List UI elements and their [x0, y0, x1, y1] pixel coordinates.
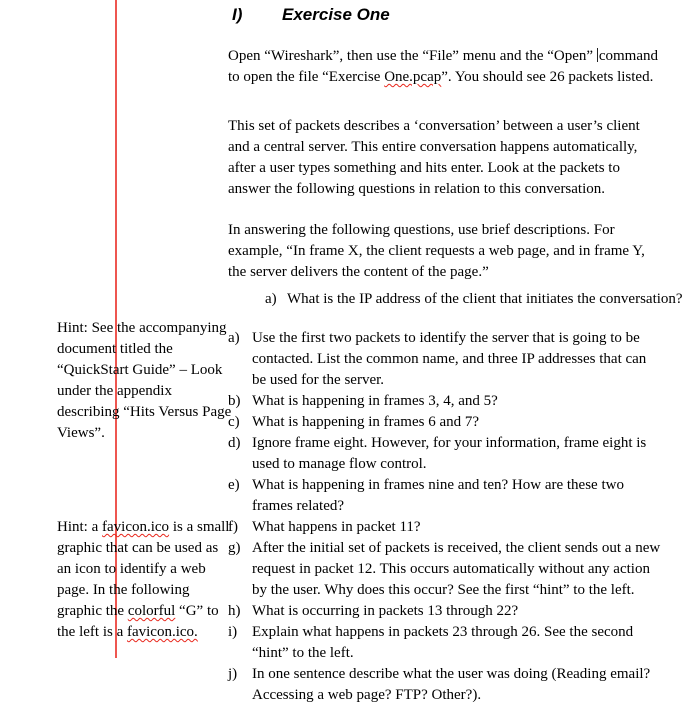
question-letter: d): [228, 435, 241, 451]
sub-question-a[interactable]: [228, 289, 698, 310]
question-item-j[interactable]: [228, 664, 664, 706]
question-item-b[interactable]: [228, 391, 664, 412]
question-letter: i): [228, 624, 238, 640]
question-item-c[interactable]: [228, 412, 664, 433]
question-text: After the initial set of packets is received, the client sends out a new request in packet 12. This occurs automatically without any action by the user. Why does this occur? See the first “hint” to the left.: [252, 540, 661, 598]
question-letter: j): [228, 666, 238, 682]
question-item-g[interactable]: [228, 538, 664, 601]
hint-quickstart[interactable]: Hint: See the accompanying document titled the “QuickStart Guide” – Look under the appendix describing “Hits Versus Page Views”.: [57, 320, 232, 441]
question-text: Use the first two packets to identify the server that is going to be contacted. List the common name, and three IP addresses that can be used for the server.: [252, 330, 647, 388]
misspelled-word: One.pcap: [384, 69, 442, 85]
question-text: Explain what happens in packets 23 through 26. See the second “hint” to the left.: [252, 624, 634, 661]
question-text: What is the IP address of the client that initiates the conversation?: [287, 291, 683, 307]
paragraph-segment: command to open the file “Exercise: [228, 48, 658, 85]
paragraph-segment: ”. You should see 26 packets listed.: [441, 69, 654, 85]
question-item-f[interactable]: [228, 517, 664, 538]
question-item-d[interactable]: [228, 433, 664, 475]
question-text: What is happening in frames nine and ten? How are these two frames related?: [252, 477, 624, 514]
question-text: In one sentence describe what the user was doing (Reading email? Accessing a web page? FTP? Other?).: [252, 666, 651, 703]
question-letter: f): [228, 519, 238, 535]
question-text: What is happening in frames 3, 4, and 5?: [252, 393, 498, 409]
question-letter: c): [228, 414, 240, 430]
question-text: What is occurring in packets 13 through 22?: [252, 603, 519, 619]
text-cursor: [597, 48, 598, 62]
question-item-i[interactable]: [228, 622, 664, 664]
question-text: Ignore frame eight. However, for your information, frame eight is used to manage flow control.: [252, 435, 647, 472]
question-item-a[interactable]: [228, 328, 664, 391]
title-number: I): [232, 5, 243, 24]
question-letter: g): [228, 540, 241, 556]
question-letter: e): [228, 477, 240, 493]
paragraph-open-file[interactable]: [228, 46, 664, 88]
question-letter: a): [228, 330, 240, 346]
exercise-title[interactable]: [228, 4, 664, 26]
hint-favicon[interactable]: [57, 517, 233, 643]
paragraph-conversation[interactable]: This set of packets describes a ‘conversation’ between a user’s client and a central server. This entire conversation happens automatically, after a user types something and hits enter. Look at the packets to answer the following questions in relation to this conversation.: [228, 118, 640, 197]
misspelled-word: favicon.ico.: [126, 624, 198, 640]
question-letter: b): [228, 393, 241, 409]
misspelled-word: favicon.ico: [102, 519, 170, 535]
title-text: Exercise One: [282, 5, 390, 24]
misspelled-word: colorful: [127, 603, 176, 619]
hint-segment: “G” to the left is a: [57, 603, 219, 640]
question-text: What is happening in frames 6 and 7?: [252, 414, 480, 430]
hint-segment: is a small graphic that can be used as an icon to identify a web page. In the following graphic the: [57, 519, 230, 619]
question-letter: a): [265, 291, 277, 307]
question-item-e[interactable]: [228, 475, 664, 517]
hint-segment: Hint: a: [57, 519, 102, 535]
question-list: [228, 328, 664, 706]
question-item-h[interactable]: [228, 601, 664, 622]
question-text: What happens in packet 11?: [252, 519, 421, 535]
paragraph-segment: Open “Wireshark”, then use the “File” menu and the “Open”: [228, 48, 597, 64]
paragraph-instructions[interactable]: In answering the following questions, use brief descriptions. For example, “In frame X, the client requests a web page, and in frame Y, the server delivers the content of the page.”: [228, 222, 645, 280]
question-letter: h): [228, 603, 241, 619]
